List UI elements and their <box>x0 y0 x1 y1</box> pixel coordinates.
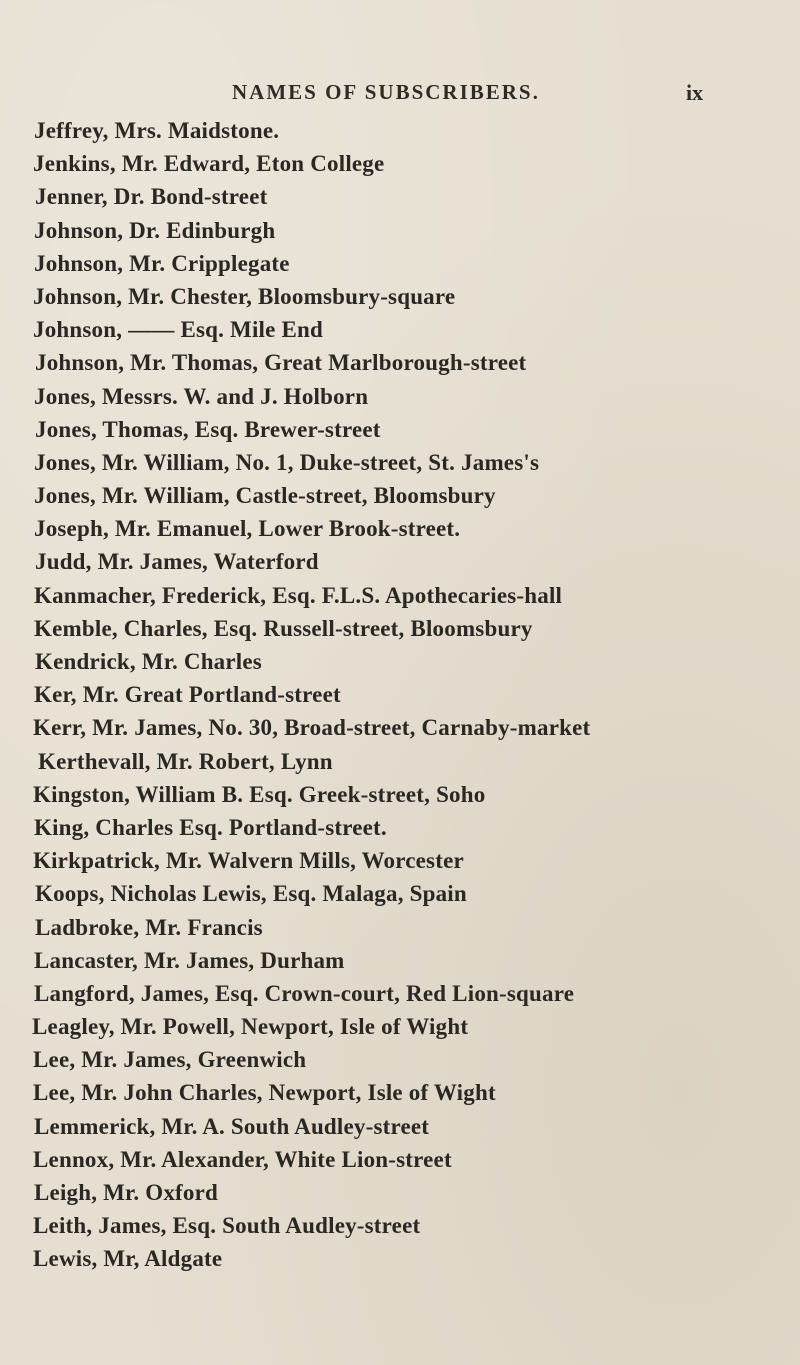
running-head: NAMES OF SUBSCRIBERS. <box>232 80 540 104</box>
subscriber-list <box>0 114 800 1276</box>
subscriber-entry: Jones, Messrs. W. and J. Holborn <box>34 383 369 409</box>
subscriber-entry: Lee, Mr. John Charles, Newport, Isle of Wight <box>33 1080 496 1106</box>
subscriber-entry: Jones, Thomas, Esq. Brewer-street <box>35 416 381 442</box>
subscriber-entry: Leagley, Mr. Powell, Newport, Isle of Wight <box>32 1014 469 1040</box>
page-number: ix <box>686 80 704 105</box>
subscriber-entry: Jeffrey, Mrs. Maidstone. <box>34 118 280 143</box>
subscriber-entry: Kendrick, Mr. Charles <box>35 649 262 674</box>
page-header <box>0 70 800 110</box>
subscriber-entry: Langford, James, Esq. Crown-court, Red Lion-square <box>34 980 575 1006</box>
subscriber-entry: Kerr, Mr. James, No. 30, Broad-street, Carnaby-market <box>33 715 591 741</box>
subscriber-entry: Johnson, Mr. Chester, Bloomsbury-square <box>33 283 456 309</box>
subscriber-entry: Johnson, Mr. Thomas, Great Marlborough-street <box>35 350 527 376</box>
subscriber-entry: Leigh, Mr. Oxford <box>34 1180 218 1205</box>
subscriber-entry: Kanmacher, Frederick, Esq. F.L.S. Apothecaries-hall <box>34 582 563 608</box>
subscriber-entry: Jenner, Dr. Bond-street <box>35 184 268 210</box>
subscriber-entry: Ker, Mr. Great Portland-street <box>34 682 341 708</box>
subscriber-entry: Judd, Mr. James, Waterford <box>35 549 319 575</box>
subscriber-entry: Johnson, —— Esq. Mile End <box>33 317 324 343</box>
subscriber-entry: Kingston, William B. Esq. Greek-street, Soho <box>33 781 486 807</box>
subscriber-entry: Lancaster, Mr. James, Durham <box>34 947 345 973</box>
subscriber-entry: Kirkpatrick, Mr. Walvern Mills, Worcester <box>33 848 464 874</box>
subscriber-entry: Kerthevall, Mr. Robert, Lynn <box>38 748 333 774</box>
subscriber-entry: Lemmerick, Mr. A. South Audley-street <box>34 1113 430 1139</box>
subscriber-entry: Ladbroke, Mr. Francis <box>35 914 263 940</box>
subscriber-entry: Koops, Nicholas Lewis, Esq. Malaga, Spain <box>35 881 467 907</box>
subscriber-entry: Jenkins, Mr. Edward, Eton College <box>33 151 385 177</box>
subscriber-entry: Jones, Mr. William, No. 1, Duke-street, St. James's <box>34 449 540 475</box>
subscriber-entry: Joseph, Mr. Emanuel, Lower Brook-street. <box>34 516 461 542</box>
subscriber-entry: Johnson, Mr. Cripplegate <box>34 250 290 276</box>
subscriber-entry: Leith, James, Esq. South Audley-street <box>33 1213 421 1239</box>
subscriber-entry: Jones, Mr. William, Castle-street, Bloomsbury <box>34 483 496 509</box>
subscriber-entry: Johnson, Dr. Edinburgh <box>34 217 276 243</box>
subscriber-entry: Lennox, Mr. Alexander, White Lion-street <box>33 1146 452 1172</box>
subscriber-entry: Kemble, Charles, Esq. Russell-street, Bloomsbury <box>34 615 533 641</box>
subscriber-entry: Lee, Mr. James, Greenwich <box>33 1047 307 1073</box>
subscriber-entry: Lewis, Mr, Aldgate <box>33 1246 223 1272</box>
subscriber-entry: King, Charles Esq. Portland-street. <box>34 814 387 840</box>
